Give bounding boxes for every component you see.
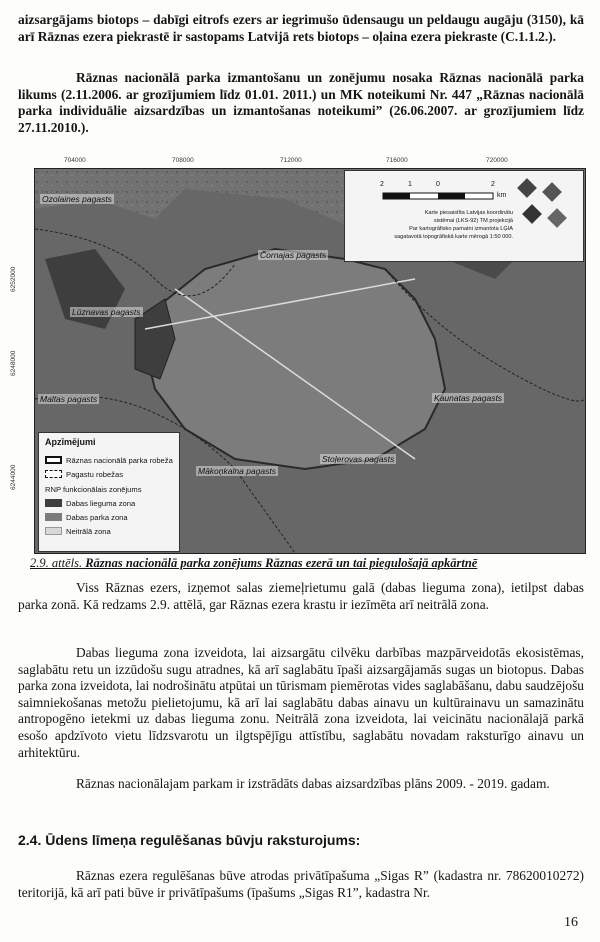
coord-x-2: 708000: [172, 157, 194, 164]
legend-item-park-border: [45, 455, 173, 465]
paragraph-regulation-structure: Rāznas ezera regulēšanas būve atrodas privātīpašuma „Sigas R” (kadastra nr. 78620010272) teritorijā, kā arī pati būve ir privātīpašums (īpašums „Sigas R1”, kadastra Nr.: [18, 868, 584, 900]
projection-note-line: sagatavotā topogrāfiskā karte mērogā 1:50 000.: [394, 234, 513, 240]
scale-bar-segment: [383, 193, 410, 199]
paragraph-legislation-text: Rāznas nacionālā parka izmantošanu un zonējumu nosaka Rāznas nacionālā parka likums (2.11.2006. ar grozījumiem līdz 01.01. 2011.) un MK noteikumi Nr. 447 „Rāznas nacionālā parka individuālie aizsardzības un izmantošanas noteikumi” (26.06.2007. ar grozījumiem līdz 27.11.2010.).: [18, 70, 584, 135]
place-kaunata: Kaunatas pagasts: [434, 393, 503, 403]
legend-label: Neitrālā zona: [66, 526, 111, 536]
coord-y-2: 6248000: [10, 350, 17, 376]
map-legend: [38, 432, 180, 552]
projection-note-line: sistēmai (LKS-92) TM projekcijā: [433, 218, 513, 224]
legend-swatch: [45, 499, 62, 507]
scale-bar-segment: [438, 193, 465, 199]
coord-x-5: 720000: [486, 157, 508, 164]
coord-y-3: 6244000: [10, 464, 17, 490]
legend-title: Apzīmējumi: [45, 437, 96, 447]
place-stolerova: Stoļerovas pagasts: [322, 454, 395, 464]
page-number: 16: [564, 915, 578, 930]
scale-label-1: 2: [380, 181, 384, 188]
place-cornaja: Čornajas pagasts: [260, 250, 327, 260]
legend-zoning-heading: [45, 484, 142, 494]
legend-item-park-zone: [45, 512, 128, 522]
legend-item-parish-border: [45, 469, 123, 479]
legend-swatch: [45, 456, 62, 464]
scale-label-2: 1: [408, 181, 412, 188]
section-heading: 2.4. Ūdens līmeņa regulēšanas būvju raksturojums:: [18, 832, 361, 848]
coord-x-1: 704000: [64, 157, 86, 164]
projection-note-line: Karte piesaistīta Latvijas koordinātu: [424, 210, 513, 216]
place-ozolaine: Ozolaines pagasts: [42, 194, 112, 204]
legend-label: Rāznas nacionālā parka robeža: [66, 455, 173, 465]
scale-label-4: 2: [491, 181, 495, 188]
coord-y-1: 6252000: [10, 266, 17, 292]
figure-title: Rāznas nacionālā parka zonējums Rāznas ezerā un tai piegulošajā apkārtnē: [85, 556, 478, 570]
legend-swatch: [45, 527, 62, 535]
legend-label: Dabas parka zona: [66, 512, 128, 522]
legend-swatch: [45, 470, 62, 478]
map-info-box: [344, 170, 584, 262]
projection-note-line: Par kartogrāfisko pamatni izmantota LĢIA: [409, 226, 513, 232]
legend-label: Dabas lieguma zona: [66, 498, 136, 508]
paragraph-zone-purposes: Dabas lieguma zona izveidota, lai aizsargātu cilvēku darbības mazpārveidotās ekosistēmas, saglabātu retu un izzūdošu sugu atradnes, kā arī saglabātu īpaši aizsargājamās sugas un biotopus. Dabas parka zona izveidota, lai nodrošinātu atpūtai un tūrismam piemērotas vides saglabāšanu, dabu saudzējošu saimniekošanas metožu pielietojumu, kā arī lai saglabātu dabas ainavu un kultūrainavu un samazinātu antropogēno ietekmi uz dabas lieguma zonu. Neitrālā zona izveidota, lai veicinātu nacionālajā parkā esošo apdzīvoto vietu līdzsvarotu un ilgtspējīgu attīstību, saglabātu novadam raksturīgo ainavu un arhitektūru.: [18, 645, 584, 760]
coord-x-4: 716000: [386, 157, 408, 164]
legend-item-reserve-zone: [45, 498, 135, 508]
place-luznava: Lūznavas pagasts: [72, 307, 141, 317]
legend-label: Pagastu robežas: [66, 469, 123, 479]
paragraph-biotopes: aizsargājams biotops – dabīgi eitrofs ezers ar iegrimušo ūdensaugu un peldaugu augāju (3150), kā arī Rāznas ezera piekrastē ir sastopams Latvijā rets biotops – oļaina ezera piekraste (C.1.1.2.).: [18, 12, 584, 44]
scale-label-3: 0: [436, 181, 440, 188]
paragraph-management-plan: Rāznas nacionālajam parkam ir izstrādāts dabas aizsardzības plāns 2009. - 2019. gadam.: [76, 776, 550, 791]
scale-unit: km: [497, 192, 507, 199]
place-makonkalna: Mākoņkalna pagasts: [198, 466, 276, 476]
lvgmc-logo: [517, 178, 567, 228]
figure-caption: [30, 556, 477, 571]
coord-x-3: 712000: [280, 157, 302, 164]
place-maltas: Maltas pagasts: [40, 394, 98, 404]
paragraph-lake-zone: Viss Rāznas ezers, izņemot salas ziemeļrietumu galā (dabas lieguma zona), ietilpst dabas parka zonā. Kā redzams 2.9. attēlā, gar Rāznas ezera krastu ir iezīmēta arī neitrālā zona.: [18, 580, 584, 612]
figure-number: 2.9. attēls.: [30, 556, 83, 570]
projection-note: [349, 209, 513, 241]
legend-swatch: [45, 513, 62, 521]
legend-item-neutral-zone: [45, 526, 111, 536]
paragraph-legislation: [18, 70, 584, 136]
legend-label: RNP funkcionālais zonējums: [45, 484, 142, 494]
